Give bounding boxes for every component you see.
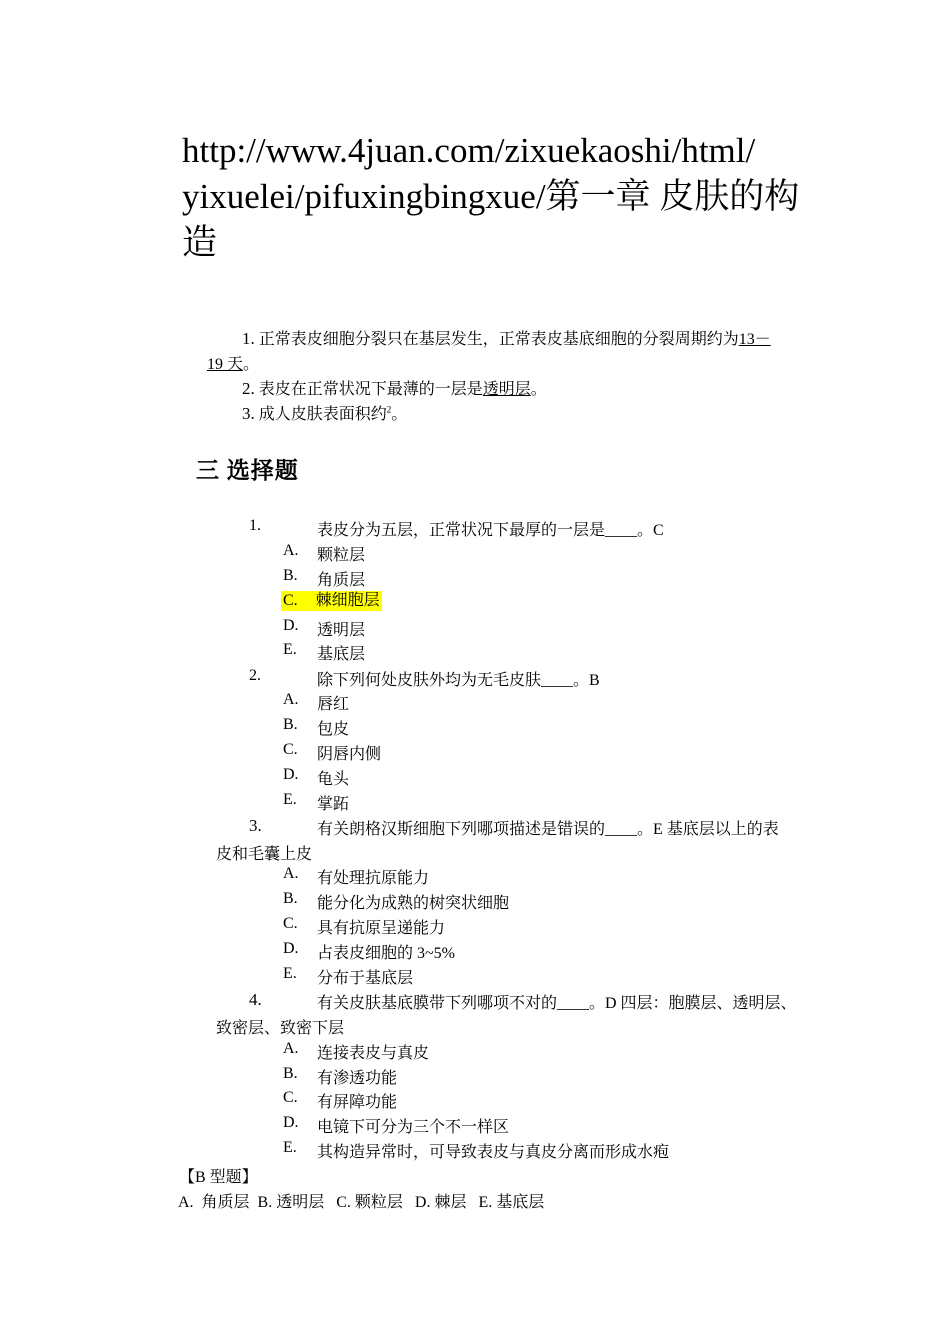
option-text: 包皮 xyxy=(317,721,350,738)
fill-item-tail: 。 xyxy=(530,381,547,398)
question-4-text: 有关皮肤基底膜带下列哪项不对的____。D 四层：胞膜层、透明层、 xyxy=(317,995,797,1012)
fill-item-text: 表皮在正常状况下最薄的一层是 xyxy=(258,381,483,398)
option-text: 有屏障功能 xyxy=(317,1094,398,1111)
option-text: 有处理抗原能力 xyxy=(317,870,430,887)
fill-item-2 xyxy=(242,376,547,399)
title-line-2: yixuelei/pifuxingbingxue/第一章 皮肤的构 xyxy=(182,177,800,216)
highlighted-option xyxy=(281,591,382,611)
question-2-number: 2. xyxy=(249,667,261,684)
fill-item-tail: 。 xyxy=(391,406,408,423)
title-line-3: 造 xyxy=(182,223,218,262)
question-3-number: 3. xyxy=(249,816,262,835)
option-text: 连接表皮与真皮 xyxy=(317,1045,430,1062)
title-line-1: http://www.4juan.com/zixuekaoshi/html/ xyxy=(182,131,756,170)
fill-item-3 xyxy=(242,401,407,424)
fill-item-number: 2. xyxy=(242,379,255,398)
fill-item-number: 1. xyxy=(242,329,255,348)
option-text: 唇红 xyxy=(317,696,350,713)
option-letter: E. xyxy=(283,1139,297,1156)
option-letter: D. xyxy=(283,766,299,783)
option-letter: E. xyxy=(283,791,297,808)
fill-item-answer: 19 天 xyxy=(207,356,244,373)
fill-item-superscript: 2 xyxy=(386,404,392,415)
option-letter: C. xyxy=(283,741,298,758)
option-letter: B. xyxy=(283,890,298,907)
question-1-number: 1. xyxy=(249,517,261,534)
fill-item-answer: 13－ xyxy=(738,331,771,348)
option-letter: D. xyxy=(283,617,299,634)
option-text: 掌跖 xyxy=(317,796,350,813)
option-letter: C. xyxy=(283,592,298,609)
btype-options: A. 角质层 B. 透明层 C. 颗粒层 D. 棘层 E. 基底层 xyxy=(178,1194,545,1211)
fill-item-tail: 。 xyxy=(243,356,260,373)
option-text: 角质层 xyxy=(317,572,366,589)
option-text: 阴唇内侧 xyxy=(317,746,382,763)
option-letter: B. xyxy=(283,716,298,733)
question-2-text: 除下列何处皮肤外均为无毛皮肤____。B xyxy=(317,672,600,689)
option-letter: D. xyxy=(283,1114,299,1131)
option-text: 其构造异常时，可导致表皮与真皮分离而形成水疱 xyxy=(317,1144,670,1161)
option-letter: C. xyxy=(283,1089,298,1106)
fill-item-text: 正常表皮细胞分裂只在基层发生，正常表皮基底细胞的分裂周期约为 xyxy=(258,331,739,348)
option-letter: D. xyxy=(283,940,299,957)
fill-item-1 xyxy=(242,326,771,349)
fill-item-answer: 透明层 xyxy=(482,381,531,398)
option-text: 有渗透功能 xyxy=(317,1070,398,1087)
option-text: 基底层 xyxy=(317,646,366,663)
fill-item-text: 成人皮肤表面积约 xyxy=(258,406,387,423)
option-text: 具有抗原呈递能力 xyxy=(317,920,446,937)
question-4-number: 4. xyxy=(249,990,262,1009)
fill-item-number: 3. xyxy=(242,404,255,423)
option-text: 分布于基底层 xyxy=(317,970,414,987)
btype-heading: 【B 型题】 xyxy=(179,1169,258,1186)
option-text: 棘细胞层 xyxy=(315,592,380,609)
option-letter: B. xyxy=(283,1065,298,1082)
option-letter: E. xyxy=(283,965,297,982)
question-3-continuation: 皮和毛囊上皮 xyxy=(216,846,313,863)
section-title: 三 选择题 xyxy=(196,458,299,483)
option-letter: A. xyxy=(283,691,299,708)
option-text: 颗粒层 xyxy=(317,547,366,564)
option-letter: A. xyxy=(283,1040,299,1057)
fill-item-1-cont xyxy=(207,351,259,374)
option-text: 能分化为成熟的树突状细胞 xyxy=(317,895,510,912)
page-title xyxy=(182,128,822,266)
question-4-continuation: 致密层、致密下层 xyxy=(216,1020,345,1037)
option-text: 龟头 xyxy=(317,771,350,788)
option-letter: C. xyxy=(283,915,298,932)
option-text: 电镜下可分为三个不一样区 xyxy=(317,1119,510,1136)
option-letter: E. xyxy=(283,641,297,658)
option-text: 透明层 xyxy=(317,622,366,639)
question-1-text: 表皮分为五层，正常状况下最厚的一层是____。C xyxy=(317,522,664,539)
option-letter: A. xyxy=(283,865,299,882)
question-3-text: 有关朗格汉斯细胞下列哪项描述是错误的____。E 基底层以上的表 xyxy=(317,821,779,838)
option-text: 占表皮细胞的 3~5% xyxy=(317,945,455,962)
option-letter: B. xyxy=(283,567,298,584)
option-letter: A. xyxy=(283,542,299,559)
